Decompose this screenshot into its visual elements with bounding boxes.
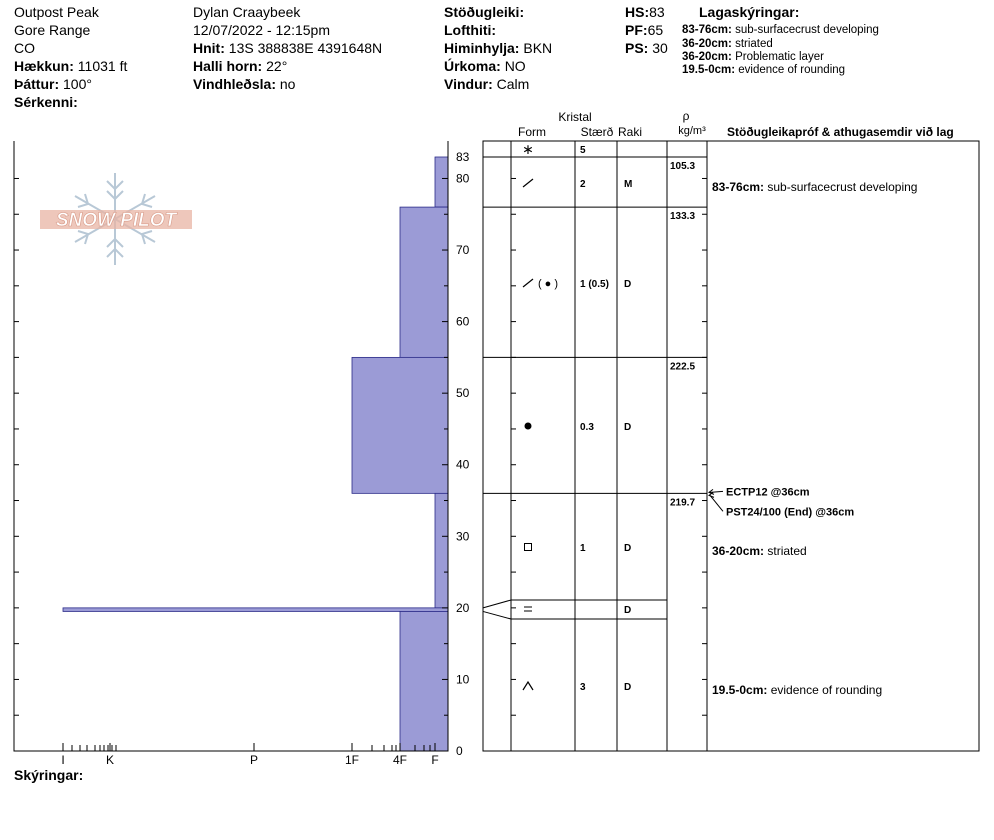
grain-size: 1 (0.5): [580, 279, 609, 290]
hs-value: 83: [649, 4, 665, 20]
wind-value: Calm: [496, 76, 530, 92]
grain-size: 2: [580, 179, 586, 190]
depth-hoar-icon: [523, 682, 533, 690]
coords-value: 13S 388838E 4391648N: [228, 40, 383, 56]
legend-item-text: Problematic layer: [735, 51, 824, 63]
faceted-icon: [525, 544, 532, 551]
range-name: Gore Range: [14, 22, 91, 38]
sky-label: Himinhylja:: [444, 40, 520, 56]
coords-label: Hnit:: [193, 40, 225, 56]
depth-tick-label: 70: [456, 243, 470, 258]
hardness-bar: [435, 157, 448, 207]
new-snow-icon: ∗: [522, 141, 534, 157]
col-density-unit: kg/m³: [678, 125, 706, 137]
hardness-tick-label: F: [431, 753, 439, 767]
aspect-label: Þáttur:: [14, 76, 60, 92]
grain-size: 5: [580, 145, 586, 156]
location-name: Outpost Peak: [14, 4, 99, 20]
hardness-bar: [63, 608, 448, 612]
grain-size: 1: [580, 543, 586, 554]
density-value: 222.5: [670, 361, 696, 373]
grain-size: 0.3: [580, 422, 594, 433]
density-value: 105.3: [670, 161, 696, 172]
decomposing-icon: [523, 179, 533, 187]
grain-table-frame: [483, 141, 979, 751]
layer-comment-range: 36-20cm:: [712, 544, 768, 558]
stability-test: PST24/100 (End) @36cm: [726, 506, 855, 519]
grain-form-icon: [523, 682, 533, 690]
footer-label: Skýringar:: [14, 767, 84, 783]
pf-label: PF:: [625, 22, 648, 38]
rounded-paren-icon: ( ● ): [537, 278, 559, 290]
grain-moisture: D: [624, 682, 632, 693]
layer-comment: [712, 544, 807, 558]
stability-test: ECTP12 @36cm: [726, 486, 810, 499]
depth-tick-label: 10: [456, 672, 470, 687]
hardness-tick-label: 1F: [344, 753, 360, 767]
grain-moisture: M: [624, 179, 633, 190]
observation-datetime: 12/07/2022 - 12:15pm: [193, 22, 330, 38]
col-size: Stærð: [580, 125, 614, 139]
col-crystal: Kristal: [558, 110, 592, 124]
legend-item-range: 19.5-0cm:: [682, 64, 736, 76]
layer-comment-range: 83-76cm:: [712, 180, 768, 194]
logo-text: SNOW PILOT: [55, 210, 177, 231]
depth-tick-label: 83: [456, 150, 470, 164]
wind-loading-label: Vindhleðsla:: [193, 76, 276, 92]
hardness-tick-label: I: [61, 753, 65, 767]
crust-connector: [483, 600, 511, 608]
hardness-bar: [400, 611, 448, 751]
layer-legend-title-text: Lagaskýringar:: [699, 4, 800, 20]
grain-form-icon: [523, 278, 558, 290]
legend-item-range: 36-20cm:: [682, 38, 732, 50]
hardness-tick-label: 4F: [392, 753, 408, 767]
grain-depth-ticks: [511, 178, 707, 715]
decomposing-icon: [523, 279, 533, 287]
grain-moisture: D: [624, 279, 632, 290]
features-label: Sérkenni:: [14, 94, 78, 110]
legend-item-text: evidence of rounding: [738, 64, 846, 76]
density-value: 219.7: [670, 497, 696, 509]
slope-value: 22°: [266, 58, 288, 74]
col-moisture: Raki: [617, 125, 643, 139]
hardness-bar: [435, 493, 448, 608]
elevation-value: 11031 ft: [77, 58, 128, 74]
state-name: CO: [14, 40, 35, 56]
wind-loading-value: no: [279, 76, 296, 92]
depth-tick-label: 50: [456, 386, 470, 401]
grain-form-icon: [524, 607, 532, 611]
precip-label: Úrkoma:: [444, 58, 501, 74]
grain-form-icon: [523, 179, 533, 187]
grain-moisture: D: [624, 605, 632, 616]
grain-size: 3: [580, 682, 586, 693]
wind-label: Vindur:: [444, 76, 493, 92]
hardness-tick-label: P: [249, 753, 259, 767]
grain-moisture: D: [624, 422, 632, 433]
legend-item-text: striated: [735, 38, 773, 50]
aspect-value: 100°: [63, 76, 92, 92]
observer-name: Dylan Craaybeek: [193, 4, 301, 20]
hardness-axis-ticks: [61, 743, 438, 767]
layer-comment: [712, 180, 917, 194]
hardness-tick-label: K: [105, 753, 115, 767]
crust-connector: [483, 611, 511, 619]
layer-comment-text: evidence of rounding: [770, 683, 883, 697]
footer-notes: [14, 766, 83, 784]
snowpilot-logo: [40, 173, 192, 265]
ps-value: 30: [652, 40, 668, 56]
layer-comment-text: sub-surfacecrust developing: [767, 180, 918, 194]
layer-comment-text: striated: [767, 544, 807, 558]
grain-moisture: D: [624, 543, 632, 554]
density-value: 133.3: [670, 211, 696, 223]
slope-label: Halli horn:: [193, 58, 263, 74]
depth-tick-label: 80: [456, 171, 470, 186]
col-comments: Stöðugleikapróf & athugasemdir við lag: [727, 125, 954, 139]
legend-item-text: sub-surfacecrust developing: [735, 24, 879, 36]
grain-rows: [483, 141, 917, 697]
pf-value: 65: [647, 22, 664, 38]
test-arrow: [710, 491, 723, 492]
air-temp-label: Lofthiti:: [444, 22, 497, 38]
col-form: Form: [518, 125, 546, 139]
layer-comment-range: 19.5-0cm:: [712, 683, 771, 697]
legend-item-range: 83-76cm:: [682, 24, 732, 36]
hardness-bar: [352, 357, 448, 493]
hardness-bar: [400, 207, 448, 357]
col-rho: ρ: [682, 109, 690, 123]
legend-item-range: 36-20cm:: [682, 51, 732, 63]
ps-label: PS:: [625, 40, 649, 56]
rounded-icon: [525, 423, 532, 430]
stability-label: Stöðugleiki:: [444, 4, 525, 20]
grain-form-icon: [522, 141, 534, 157]
test-arrow: [710, 495, 723, 511]
grain-form-icon: [525, 544, 532, 551]
depth-tick-label: 30: [456, 529, 470, 544]
hs-label: HS:: [625, 4, 650, 20]
left-axis-ticks: [14, 178, 19, 715]
depth-tick-label: 40: [456, 457, 470, 472]
depth-tick-label: 60: [456, 314, 470, 329]
depth-tick-label: 0: [456, 744, 463, 758]
layer-comment: [712, 683, 882, 697]
sky-value: BKN: [523, 40, 553, 56]
elevation-label: Hækkun:: [14, 58, 74, 74]
precip-value: NO: [504, 58, 526, 74]
depth-tick-label: 20: [456, 600, 470, 615]
grain-form-icon: [525, 423, 532, 430]
